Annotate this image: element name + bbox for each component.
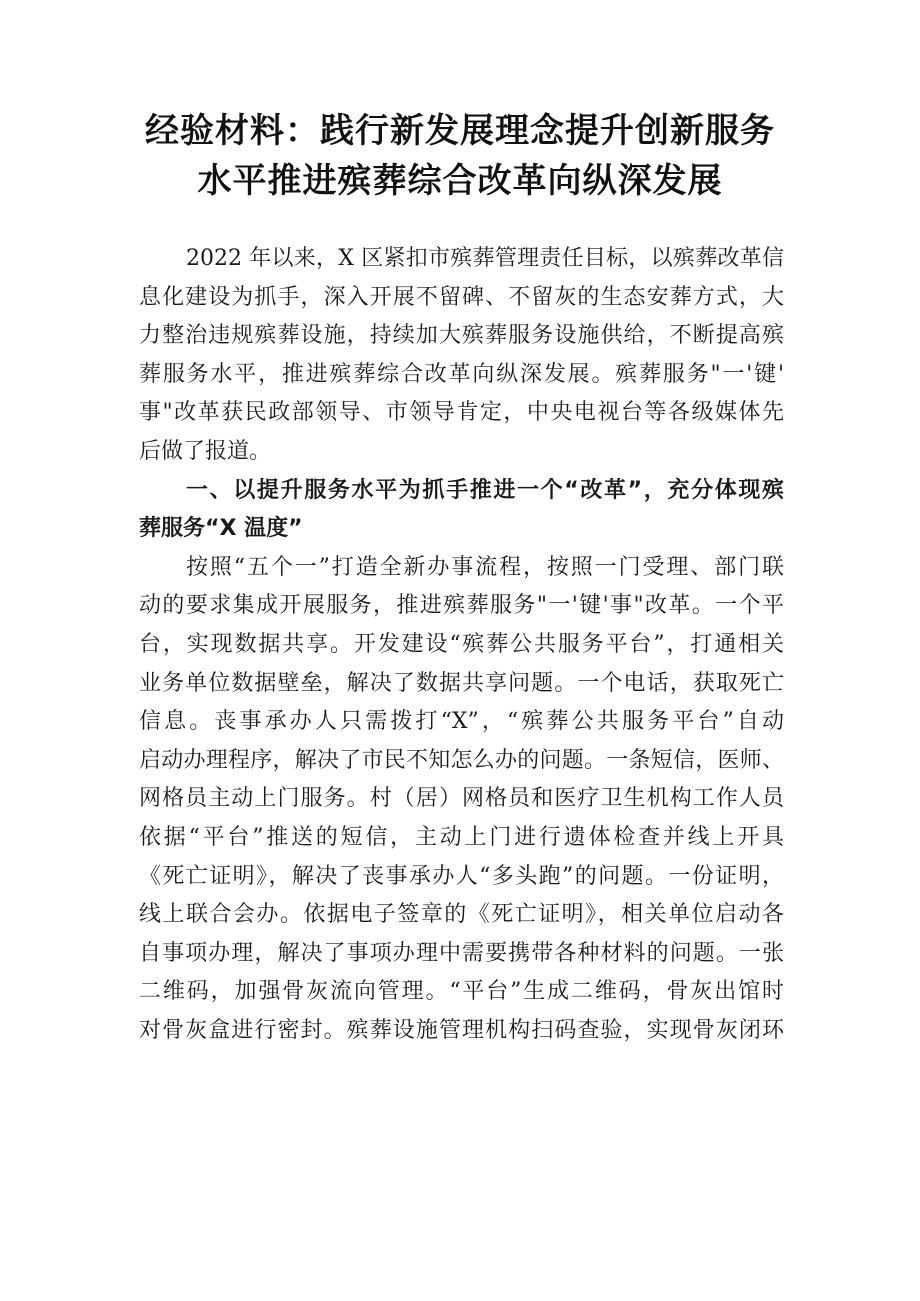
heading-line: 葬服务“X 温度” [139, 516, 303, 542]
paragraph-line: 2022 年以来，X 区紧扣市殡葬管理责任目标，以殡葬改革信 [186, 246, 784, 271]
paragraph-line: 后做了报道。 [139, 438, 272, 464]
paragraph-line: 息化建设为抓手，深入开展不留碑、不留灰的生态安葬方式，大 [139, 284, 784, 310]
paragraph-line: 事"改革获民政部领导、市领导肯定，中央电视台等各级媒体先 [139, 400, 784, 426]
paragraph-line: 二维码，加强骨灰流向管理。“平台”生成二维码，骨灰出馆时 [139, 979, 784, 1005]
paragraph-line: 按照“五个一”打造全新办事流程，按照一门受理、部门联 [186, 554, 784, 580]
title-line-2: 水平推进殡葬综合改革向纵深发展 [197, 161, 723, 201]
paragraph-line: 线上联合会办。依据电子签章的《死亡证明》，相关单位启动各 [139, 902, 784, 928]
paragraph-line: 动的要求集成开展服务，推进殡葬服务"一'键'事"改革。一个平 [139, 593, 784, 619]
paragraph-line: 业务单位数据壁垒，解决了数据共享问题。一个电话，获取死亡 [139, 670, 784, 696]
paragraph-line: 启动办理程序，解决了市民不知怎么办的问题。一条短信，医师、 [139, 747, 784, 773]
paragraph-line: 信息。丧事承办人只需拨打“X”，“殡葬公共服务平台”自动 [139, 709, 784, 735]
paragraph-line: 依据“平台”推送的短信，主动上门进行遗体检查并线上开具 [139, 824, 784, 850]
document-body [139, 240, 784, 1050]
section-heading-1 [139, 472, 784, 549]
paragraph-line: 网格员主动上门服务。村（居）网格员和医疗卫生机构工作人员 [139, 786, 784, 812]
paragraph-line: 对骨灰盒进行密封。殡葬设施管理机构扫码查验，实现骨灰闭环 [139, 1017, 784, 1043]
paragraph-line: 自事项办理，解决了事项办理中需要携带各种材料的问题。一张 [139, 940, 784, 966]
paragraph-intro [139, 240, 784, 472]
heading-line: 一、以提升服务水平为抓手推进一个“改革”，充分体现殡 [186, 477, 784, 503]
paragraph-line: 葬服务水平，推进殡葬综合改革向纵深发展。殡葬服务"一'键' [139, 361, 784, 387]
title-line-1: 经验材料：践行新发展理念提升创新服务 [145, 111, 775, 151]
document-title [60, 106, 860, 206]
paragraph-line: 力整治违规殡葬设施，持续加大殡葬服务设施供给，不断提高殡 [139, 323, 784, 349]
paragraph-line: 《死亡证明》，解决了丧事承办人“多头跑”的问题。一份证明， [139, 863, 784, 889]
paragraph-section-1 [139, 549, 784, 1051]
paragraph-line: 台，实现数据共享。开发建设“殡葬公共服务平台”，打通相关 [139, 631, 784, 657]
